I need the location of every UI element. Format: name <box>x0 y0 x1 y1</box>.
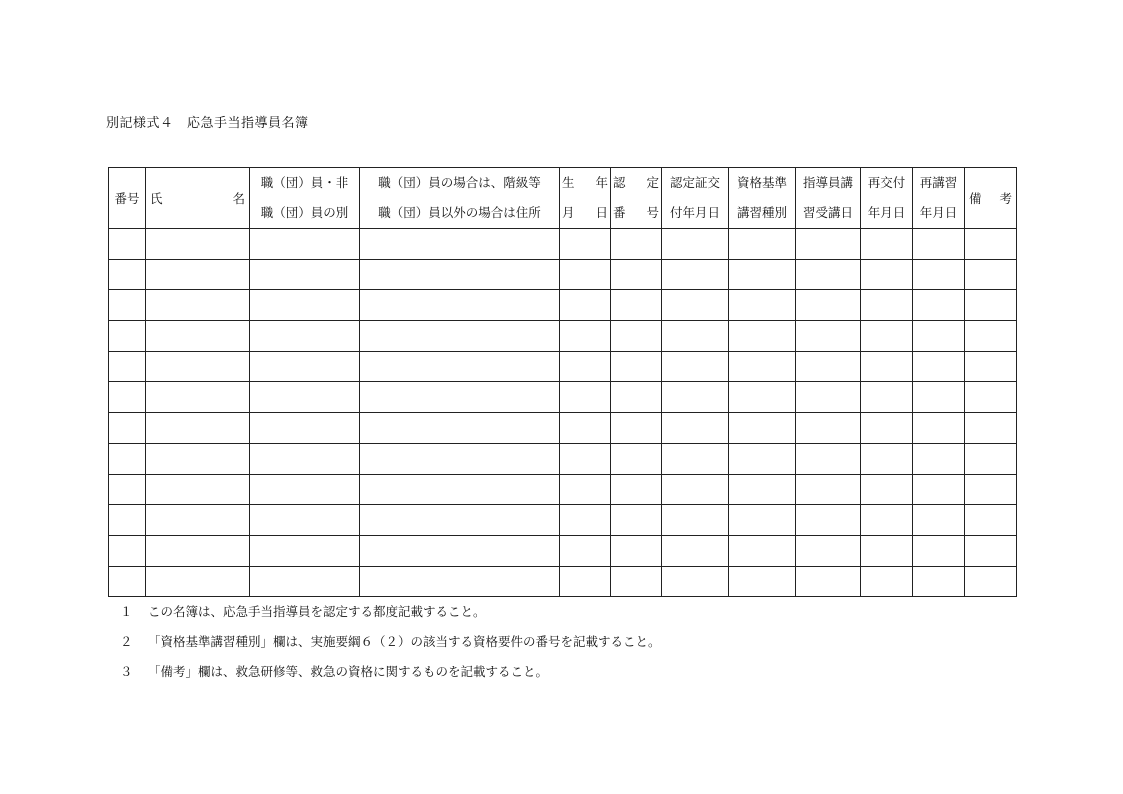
table-cell[interactable] <box>796 443 861 474</box>
table-cell[interactable] <box>146 382 250 413</box>
table-row <box>109 474 1017 505</box>
table-cell[interactable] <box>861 321 913 352</box>
table-cell[interactable] <box>611 382 662 413</box>
table-cell[interactable] <box>662 290 729 321</box>
table-cell[interactable] <box>109 443 146 474</box>
table-row <box>109 382 1017 413</box>
note-number: ２ <box>120 634 133 649</box>
table-cell[interactable] <box>861 290 913 321</box>
table-cell[interactable] <box>796 474 861 505</box>
table-cell[interactable] <box>360 351 560 382</box>
table-cell[interactable] <box>965 566 1017 597</box>
table-cell[interactable] <box>611 566 662 597</box>
table-cell[interactable] <box>729 351 796 382</box>
table-cell[interactable] <box>250 382 360 413</box>
table-cell[interactable] <box>360 290 560 321</box>
note-text: 「資格基準講習種別」欄は、実施要綱６（２）の該当する資格要件の番号を記載すること。 <box>148 634 661 649</box>
table-cell[interactable] <box>662 566 729 597</box>
table-cell[interactable] <box>861 259 913 290</box>
table-cell[interactable] <box>965 351 1017 382</box>
table-cell[interactable] <box>965 474 1017 505</box>
table-cell[interactable] <box>861 505 913 536</box>
header-remarks: 備 考 <box>965 168 1017 229</box>
table-cell[interactable] <box>560 351 611 382</box>
table-cell[interactable] <box>146 474 250 505</box>
table-cell[interactable] <box>109 382 146 413</box>
table-cell[interactable] <box>729 259 796 290</box>
table-cell[interactable] <box>611 413 662 444</box>
header-staff-status: 職（団）員・非 職（団）員の別 <box>250 168 360 229</box>
table-cell[interactable] <box>662 351 729 382</box>
header-certification-number: 認 定 番 号 <box>611 168 662 229</box>
instructor-roster-table <box>108 167 1017 597</box>
table-cell[interactable] <box>913 474 965 505</box>
table-cell[interactable] <box>729 474 796 505</box>
table-cell[interactable] <box>662 505 729 536</box>
table-cell[interactable] <box>146 566 250 597</box>
table-cell[interactable] <box>662 443 729 474</box>
table-cell[interactable] <box>360 443 560 474</box>
table-cell[interactable] <box>861 229 913 260</box>
header-reissue-date: 再交付 年月日 <box>861 168 913 229</box>
table-cell[interactable] <box>146 290 250 321</box>
table-cell[interactable] <box>109 229 146 260</box>
table-cell[interactable] <box>109 566 146 597</box>
table-cell[interactable] <box>913 413 965 444</box>
table-cell[interactable] <box>611 474 662 505</box>
table-cell[interactable] <box>250 229 360 260</box>
table-cell[interactable] <box>965 229 1017 260</box>
table-cell[interactable] <box>611 443 662 474</box>
header-issue-date: 認定証交 付年月日 <box>662 168 729 229</box>
table-row <box>109 566 1017 597</box>
table-cell[interactable] <box>662 535 729 566</box>
note-item <box>120 630 661 660</box>
table-cell[interactable] <box>360 474 560 505</box>
header-rank-or-address: 職（団）員の場合は、階級等 職（団）員以外の場合は住所 <box>360 168 560 229</box>
table-cell[interactable] <box>109 413 146 444</box>
table-cell[interactable] <box>662 474 729 505</box>
table-cell[interactable] <box>250 443 360 474</box>
table-row <box>109 321 1017 352</box>
table-cell[interactable] <box>109 505 146 536</box>
table-cell[interactable] <box>560 229 611 260</box>
header-qualification-course-type: 資格基準 講習種別 <box>729 168 796 229</box>
table-cell[interactable] <box>560 566 611 597</box>
table-cell[interactable] <box>560 321 611 352</box>
table-cell[interactable] <box>913 443 965 474</box>
table-cell[interactable] <box>861 566 913 597</box>
table-cell[interactable] <box>611 259 662 290</box>
table-cell[interactable] <box>965 413 1017 444</box>
table-cell[interactable] <box>965 259 1017 290</box>
header-instructor-course-date: 指導員講 習受講日 <box>796 168 861 229</box>
table-cell[interactable] <box>560 474 611 505</box>
table-cell[interactable] <box>796 535 861 566</box>
table-cell[interactable] <box>796 229 861 260</box>
table-cell[interactable] <box>796 259 861 290</box>
table-cell[interactable] <box>913 566 965 597</box>
table-cell[interactable] <box>729 229 796 260</box>
table-cell[interactable] <box>109 535 146 566</box>
table-cell[interactable] <box>611 321 662 352</box>
table-row <box>109 259 1017 290</box>
table-cell[interactable] <box>913 259 965 290</box>
header-row <box>109 168 1017 229</box>
roster-body <box>109 229 1017 597</box>
table-cell[interactable] <box>146 321 250 352</box>
table-cell[interactable] <box>861 382 913 413</box>
table-cell[interactable] <box>796 290 861 321</box>
table-cell[interactable] <box>560 535 611 566</box>
table-cell[interactable] <box>662 259 729 290</box>
table-cell[interactable] <box>796 566 861 597</box>
table-cell[interactable] <box>729 566 796 597</box>
table-cell[interactable] <box>729 413 796 444</box>
table-cell[interactable] <box>965 535 1017 566</box>
header-retraining-date: 再講習 年月日 <box>913 168 965 229</box>
table-cell[interactable] <box>861 413 913 444</box>
table-cell[interactable] <box>250 535 360 566</box>
table-cell[interactable] <box>965 443 1017 474</box>
table-row <box>109 229 1017 260</box>
note-text: 「備考」欄は、救急研修等、救急の資格に関するものを記載すること。 <box>148 664 549 679</box>
table-cell[interactable] <box>796 351 861 382</box>
table-cell[interactable] <box>913 382 965 413</box>
table-cell[interactable] <box>250 290 360 321</box>
table-cell[interactable] <box>250 259 360 290</box>
table-cell[interactable] <box>146 535 250 566</box>
header-number: 番号 <box>109 168 146 229</box>
header-name: 氏 名 <box>146 168 250 229</box>
table-cell[interactable] <box>913 290 965 321</box>
table-cell[interactable] <box>662 413 729 444</box>
table-cell[interactable] <box>662 229 729 260</box>
table-row <box>109 290 1017 321</box>
table-cell[interactable] <box>360 505 560 536</box>
table-row <box>109 535 1017 566</box>
table-cell[interactable] <box>146 413 250 444</box>
table-cell[interactable] <box>861 474 913 505</box>
notes-section <box>120 600 661 690</box>
note-number: ３ <box>120 664 133 679</box>
table-cell[interactable] <box>796 505 861 536</box>
table-cell[interactable] <box>250 566 360 597</box>
table-cell[interactable] <box>560 382 611 413</box>
table-cell[interactable] <box>729 505 796 536</box>
table-cell[interactable] <box>965 321 1017 352</box>
table-cell[interactable] <box>662 321 729 352</box>
table-cell[interactable] <box>109 351 146 382</box>
table-cell[interactable] <box>146 505 250 536</box>
table-cell[interactable] <box>146 229 250 260</box>
table-row <box>109 413 1017 444</box>
table-cell[interactable] <box>611 290 662 321</box>
table-cell[interactable] <box>360 413 560 444</box>
table-cell[interactable] <box>729 321 796 352</box>
table-cell[interactable] <box>360 321 560 352</box>
table-row <box>109 351 1017 382</box>
table-cell[interactable] <box>611 229 662 260</box>
table-cell[interactable] <box>250 351 360 382</box>
table-cell[interactable] <box>729 290 796 321</box>
table-cell[interactable] <box>913 229 965 260</box>
document-title: 別記様式４ 応急手当指導員名簿 <box>106 116 309 131</box>
note-item <box>120 600 661 630</box>
table-cell[interactable] <box>662 382 729 413</box>
table-cell[interactable] <box>250 321 360 352</box>
table-cell[interactable] <box>250 413 360 444</box>
table-cell[interactable] <box>560 413 611 444</box>
table-cell[interactable] <box>611 351 662 382</box>
note-number: １ <box>120 604 133 619</box>
table-cell[interactable] <box>965 505 1017 536</box>
table-cell[interactable] <box>861 351 913 382</box>
table-cell[interactable] <box>861 443 913 474</box>
table-cell[interactable] <box>913 505 965 536</box>
header-birth-date: 生 年 月 日 <box>560 168 611 229</box>
table-cell[interactable] <box>796 413 861 444</box>
table-cell[interactable] <box>146 443 250 474</box>
table-cell[interactable] <box>913 535 965 566</box>
table-cell[interactable] <box>560 443 611 474</box>
table-cell[interactable] <box>796 321 861 352</box>
table-cell[interactable] <box>109 290 146 321</box>
table-cell[interactable] <box>146 351 250 382</box>
table-cell[interactable] <box>913 351 965 382</box>
table-cell[interactable] <box>360 535 560 566</box>
note-text: この名簿は、応急手当指導員を認定する都度記載すること。 <box>148 604 486 619</box>
table-cell[interactable] <box>913 321 965 352</box>
table-cell[interactable] <box>611 535 662 566</box>
table-cell[interactable] <box>965 382 1017 413</box>
table-cell[interactable] <box>861 535 913 566</box>
table-cell[interactable] <box>560 505 611 536</box>
table-cell[interactable] <box>729 443 796 474</box>
table-cell[interactable] <box>109 259 146 290</box>
table-row <box>109 505 1017 536</box>
table-cell[interactable] <box>250 505 360 536</box>
table-cell[interactable] <box>360 566 560 597</box>
note-item <box>120 660 661 690</box>
table-cell[interactable] <box>250 474 360 505</box>
table-cell[interactable] <box>611 505 662 536</box>
table-cell[interactable] <box>729 535 796 566</box>
table-cell[interactable] <box>109 474 146 505</box>
table-cell[interactable] <box>796 382 861 413</box>
table-cell[interactable] <box>360 259 560 290</box>
table-cell[interactable] <box>560 259 611 290</box>
table-cell[interactable] <box>360 382 560 413</box>
table-cell[interactable] <box>109 321 146 352</box>
table-row <box>109 443 1017 474</box>
table-cell[interactable] <box>560 290 611 321</box>
table-cell[interactable] <box>360 229 560 260</box>
table-cell[interactable] <box>965 290 1017 321</box>
table-cell[interactable] <box>729 382 796 413</box>
table-cell[interactable] <box>146 259 250 290</box>
